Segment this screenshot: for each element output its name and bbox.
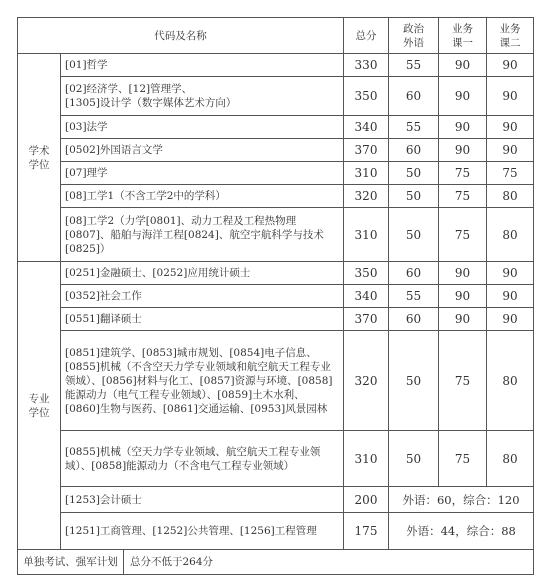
- table-row: [18, 487, 534, 513]
- row-course2: 90: [487, 285, 534, 308]
- row-course1: 75: [439, 431, 487, 487]
- header-course2: 业务 课二: [487, 18, 534, 54]
- header-name: 代码及名称: [18, 18, 344, 54]
- table-row: [18, 308, 534, 331]
- row-name: [1251]工商管理、[1252]公共管理、[1256]工程管理: [61, 513, 344, 550]
- row-course2: 90: [487, 262, 534, 285]
- row-course2: 80: [487, 431, 534, 487]
- row-politics: 50: [389, 431, 439, 487]
- table-row: [18, 262, 534, 285]
- row-course2: 90: [487, 54, 534, 77]
- row-course1: 75: [439, 331, 487, 431]
- row-name: [0851]建筑学、[0853]城市规划、[0854]电子信息、[0855]机械（不含空天力学专业领域和航空航天工程专业领域）、[0856]材料与化工、[0857]资源与环境、[0858]能源动力（电气工程专业领域）、[0859]土木水利、[0860]生物与医药、[0861]交通运输、[0953]风景园林: [61, 331, 344, 431]
- row-name: [0551]翻译硕士: [61, 308, 344, 331]
- row-total: 370: [344, 139, 389, 162]
- score-table: [17, 17, 534, 575]
- row-politics: 50: [389, 162, 439, 185]
- row-politics: 50: [389, 331, 439, 431]
- row-name: [0251]金融硕士、[0252]应用统计硕士: [61, 262, 344, 285]
- table-row: [18, 116, 534, 139]
- row-total: 370: [344, 308, 389, 331]
- row-total: 200: [344, 487, 389, 513]
- row-course1: 90: [439, 116, 487, 139]
- row-name: [08]工学2（力学[0801]、动力工程及工程热物理[0807]、船舶与海洋工程[0824]、航空宇航科学与技术[0825]）: [61, 208, 344, 262]
- row-politics: 55: [389, 54, 439, 77]
- row-name: [02]经济学、[12]管理学、 [1305]设计学（数字媒体艺术方向）: [61, 77, 344, 116]
- row-course2: 90: [487, 77, 534, 116]
- row-course1: 90: [439, 308, 487, 331]
- row-name: [03]法学: [61, 116, 344, 139]
- table-row: [18, 285, 534, 308]
- table-row: [18, 185, 534, 208]
- footer-row: [18, 550, 534, 575]
- row-name: [01]哲学: [61, 54, 344, 77]
- table-row: [18, 513, 534, 550]
- row-total: 320: [344, 331, 389, 431]
- row-course2: 90: [487, 139, 534, 162]
- header-row: [18, 18, 534, 54]
- row-total: 310: [344, 431, 389, 487]
- row-course1: 75: [439, 162, 487, 185]
- table-row: [18, 77, 534, 116]
- table-row: [18, 54, 534, 77]
- row-total: 330: [344, 54, 389, 77]
- row-course2: 75: [487, 162, 534, 185]
- row-total: 340: [344, 285, 389, 308]
- row-course2: 80: [487, 331, 534, 431]
- row-course1: 90: [439, 285, 487, 308]
- row-politics: 60: [389, 139, 439, 162]
- row-course2: 80: [487, 185, 534, 208]
- table-row: [18, 162, 534, 185]
- row-name: [1253]会计硕士: [61, 487, 344, 513]
- row-politics: 50: [389, 185, 439, 208]
- row-course1: 90: [439, 262, 487, 285]
- row-politics: 60: [389, 262, 439, 285]
- row-politics: 50: [389, 208, 439, 262]
- header-course1: 业务 课一: [439, 18, 487, 54]
- academic-label: 学术 学位: [18, 54, 61, 262]
- row-politics: 55: [389, 285, 439, 308]
- row-politics: 55: [389, 116, 439, 139]
- row-total: 350: [344, 262, 389, 285]
- header-politics: 政治 外语: [389, 18, 439, 54]
- row-politics: 60: [389, 77, 439, 116]
- row-politics: 60: [389, 308, 439, 331]
- row-name: [07]理学: [61, 162, 344, 185]
- row-course1: 90: [439, 77, 487, 116]
- row-total: 350: [344, 77, 389, 116]
- row-name: [0352]社会工作: [61, 285, 344, 308]
- row-note: 外语：60，综合：120: [389, 487, 534, 513]
- row-course2: 90: [487, 116, 534, 139]
- row-name: [08]工学1（不含工学2中的学科）: [61, 185, 344, 208]
- row-course2: 90: [487, 308, 534, 331]
- row-course2: 80: [487, 208, 534, 262]
- header-total: 总分: [344, 18, 389, 54]
- row-name: [0855]机械（空天力学专业领域、航空航天工程专业领域）、[0858]能源动力（不含电气工程专业领域）: [61, 431, 344, 487]
- row-course1: 75: [439, 185, 487, 208]
- row-total: 175: [344, 513, 389, 550]
- row-name: [0502]外国语言文学: [61, 139, 344, 162]
- footer-value: 总分不低于264分: [124, 550, 534, 575]
- row-total: 340: [344, 116, 389, 139]
- footer-label: 单独考试、强军计划: [18, 550, 124, 575]
- table-row: [18, 139, 534, 162]
- row-course1: 90: [439, 139, 487, 162]
- row-total: 310: [344, 162, 389, 185]
- row-course1: 75: [439, 208, 487, 262]
- table-row: [18, 431, 534, 487]
- table-row: [18, 208, 534, 262]
- professional-label: 专业 学位: [18, 262, 61, 550]
- row-total: 320: [344, 185, 389, 208]
- table-row: [18, 331, 534, 431]
- row-note: 外语：44，综合：88: [389, 513, 534, 550]
- row-total: 310: [344, 208, 389, 262]
- row-course1: 90: [439, 54, 487, 77]
